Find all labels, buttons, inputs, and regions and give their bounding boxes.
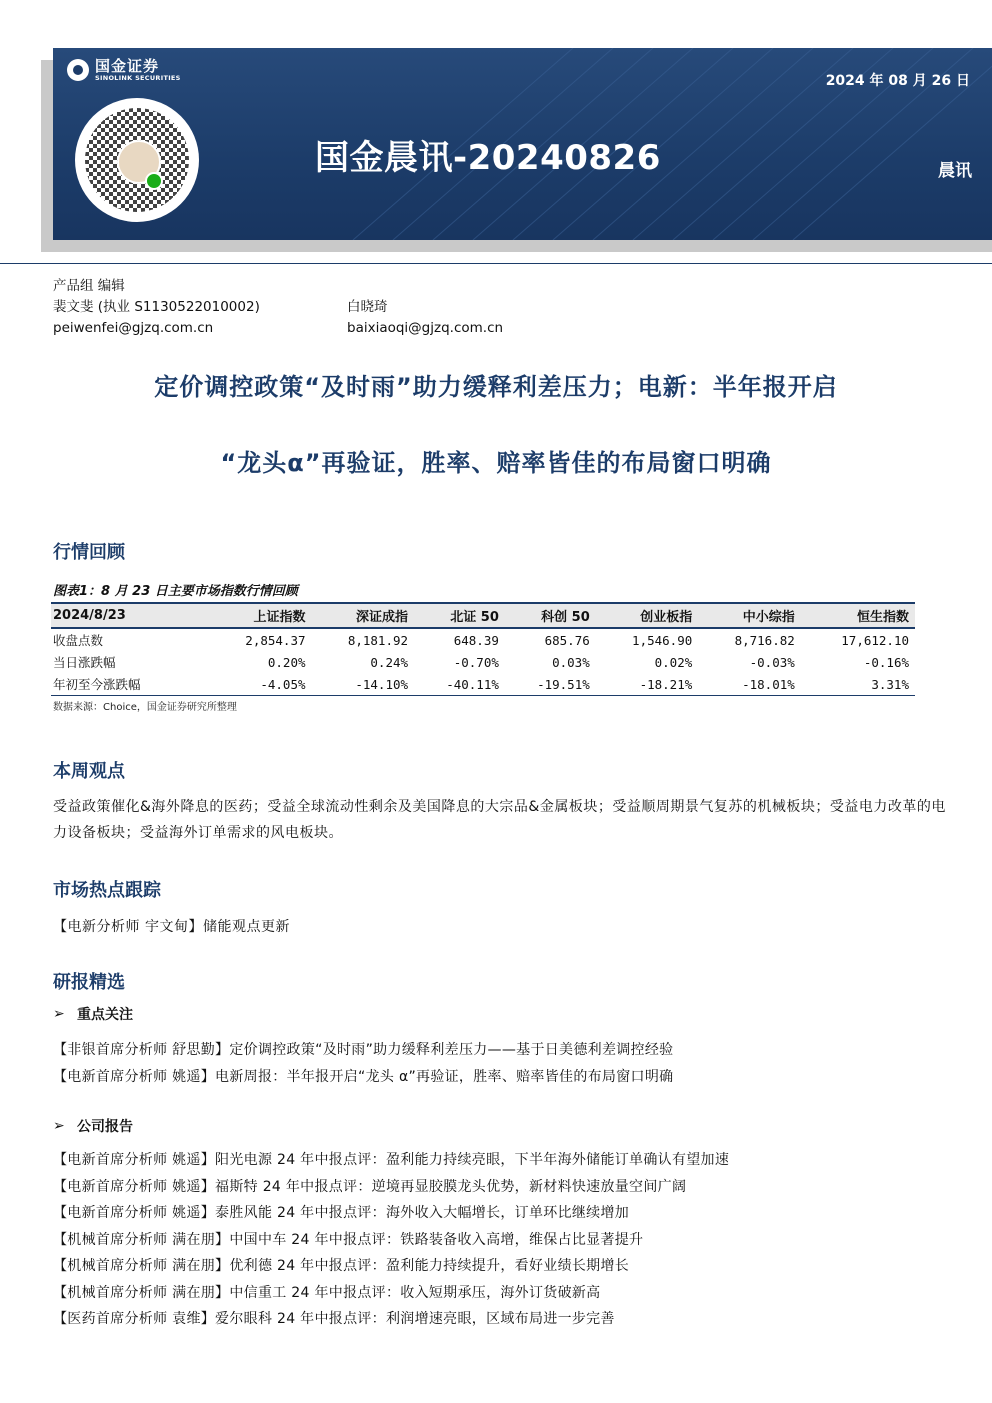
focus-list: [53, 1037, 673, 1090]
section-weekly-view: 本周观点: [53, 761, 125, 782]
cell: 8,181.92: [347, 632, 409, 648]
section-research-picks: 研报精选: [53, 972, 125, 993]
cell: 685.76: [544, 632, 590, 648]
list-item[interactable]: 【电新首席分析师 姚遥】泰胜风能 24 年中报点评：海外收入大幅增长，订单环比继续增加: [53, 1205, 630, 1221]
list-item[interactable]: 【非银首席分析师 舒思勤】定价调控政策“及时雨”助力缓释利差压力——基于日美德利差调控经验: [53, 1042, 674, 1058]
cell: -0.03%: [749, 654, 795, 670]
author2-name: 白晓琦: [347, 299, 388, 315]
company-logo: [67, 58, 181, 82]
editor-group: 产品组 编辑: [53, 278, 125, 294]
list-item[interactable]: 【电新首席分析师 姚遥】福斯特 24 年中报点评：逆境再显胶膜龙头优势，新材料快速放量空间广阔: [53, 1178, 687, 1195]
report-banner: [53, 48, 992, 240]
cell: 17,612.10: [841, 632, 909, 648]
headline-line1: 定价调控政策“及时雨”助力缓释利差压力；电新：半年报开启: [154, 373, 838, 401]
cell: -18.01%: [698, 673, 801, 696]
report-date: 2024 年 08 月 26 日: [825, 73, 970, 89]
col-chinext: 创业板指: [596, 603, 699, 628]
cell: 1,546.90: [632, 632, 693, 648]
focus-subheading-label: 重点关注: [77, 1007, 133, 1023]
data-source-note: 数据来源：Choice，国金证券研究所整理: [53, 702, 237, 713]
col-hsi: 恒生指数: [801, 603, 915, 628]
cell: 0.20%: [267, 654, 306, 670]
cell: 2,854.37: [245, 632, 306, 648]
cell: 3.31%: [801, 673, 915, 696]
col-star50: 科创 50: [505, 603, 596, 628]
author2-email[interactable]: baixiaoqi@gjzq.com.cn: [347, 320, 504, 336]
list-item[interactable]: 【电新首席分析师 姚遥】电新周报：半年报开启“龙头 α”再验证，胜率、赔率皆佳的布局窗口明确: [53, 1068, 674, 1085]
header-divider: [0, 263, 992, 264]
list-item[interactable]: 【机械首席分析师 满在朋】中信重工 24 年中报点评：收入短期承压，海外订货破新高: [53, 1284, 601, 1301]
col-sse: 上证指数: [209, 603, 312, 628]
col-sme: 中小综指: [698, 603, 801, 628]
company-subheading-label: 公司报告: [77, 1119, 133, 1135]
cell: -14.10%: [312, 673, 415, 696]
cell: -0.70%: [453, 654, 499, 670]
table-caption: 图表1：8 月 23 日主要市场指数行情回顾: [53, 584, 298, 599]
focus-subheading: [53, 1004, 133, 1024]
table-row: [51, 673, 915, 696]
author1-email[interactable]: peiwenfei@gjzq.com.cn: [53, 320, 214, 336]
row-label: 年初至今涨跌幅: [51, 673, 209, 696]
arrow-bullet-icon: ➢: [53, 1006, 65, 1022]
headline-line2: “龙头α”再验证，胜率、赔率皆佳的布局窗口明确: [220, 449, 772, 477]
logo-icon: [67, 59, 89, 81]
list-item[interactable]: 【电新首席分析师 姚遥】阳光电源 24 年中报点评：盈利能力持续亮眼，下半年海外储能订单确认有望加速: [53, 1152, 730, 1168]
table-header-row: [51, 603, 915, 628]
cell: -4.05%: [209, 673, 312, 696]
cell: -40.11%: [414, 673, 505, 696]
section-market-review: 行情回顾: [53, 542, 125, 563]
company-report-list: [53, 1147, 729, 1333]
logo-name-en: SINOLINK SECURITIES: [95, 74, 181, 82]
row-label: 收盘点数: [53, 633, 104, 648]
cell: 0.24%: [370, 654, 409, 670]
cell: 8,716.82: [734, 632, 795, 648]
cell: -18.21%: [596, 673, 699, 696]
author-block: [53, 276, 504, 339]
arrow-bullet-icon: ➢: [53, 1118, 65, 1134]
cell: 0.02%: [654, 654, 693, 670]
col-szse: 深证成指: [312, 603, 415, 628]
table-row: [51, 651, 915, 673]
mini-program-icon: [145, 172, 163, 190]
report-title: 国金晨讯-20240826: [315, 138, 661, 178]
company-subheading: [53, 1116, 133, 1136]
table-row: [51, 628, 915, 651]
cell: -0.16%: [863, 654, 909, 670]
list-item[interactable]: 【医药首席分析师 袁维】爱尔眼科 24 年中报点评：利润增速亮眼，区域布局进一步完善: [53, 1311, 615, 1327]
row-label: 当日涨跌幅: [53, 655, 116, 670]
author1-name: 裴文斐 (执业 S1130522010002): [53, 299, 260, 315]
cell: 0.03%: [552, 654, 590, 670]
list-item[interactable]: 【机械首席分析师 满在朋】中国中车 24 年中报点评：铁路装备收入高增，维保占比显著提升: [53, 1231, 644, 1248]
list-item[interactable]: 【机械首席分析师 满在朋】优利德 24 年中报点评：盈利能力持续提升，看好业绩长期增长: [53, 1258, 630, 1274]
section-market-hotspot: 市场热点跟踪: [53, 880, 161, 901]
market-index-table: [51, 602, 915, 696]
hotspot-item[interactable]: 【电新分析师 宇文甸】储能观点更新: [53, 919, 290, 935]
cell: -19.51%: [505, 673, 596, 696]
report-type: 晨讯: [938, 161, 972, 181]
logo-name-cn: 国金证券: [95, 57, 160, 75]
weekly-view-text: 受益政策催化&海外降息的医药；受益全球流动性剩余及美国降息的大宗品&金属板块；受益顺周期景气复苏的机械板块；受益电力改革的电力设备板块；受益海外订单需求的风电板块。: [53, 799, 946, 841]
col-date: 2024/8/23: [51, 603, 209, 628]
qr-code: [75, 98, 199, 222]
col-bse50: 北证 50: [414, 603, 505, 628]
cell: 648.39: [453, 632, 499, 648]
